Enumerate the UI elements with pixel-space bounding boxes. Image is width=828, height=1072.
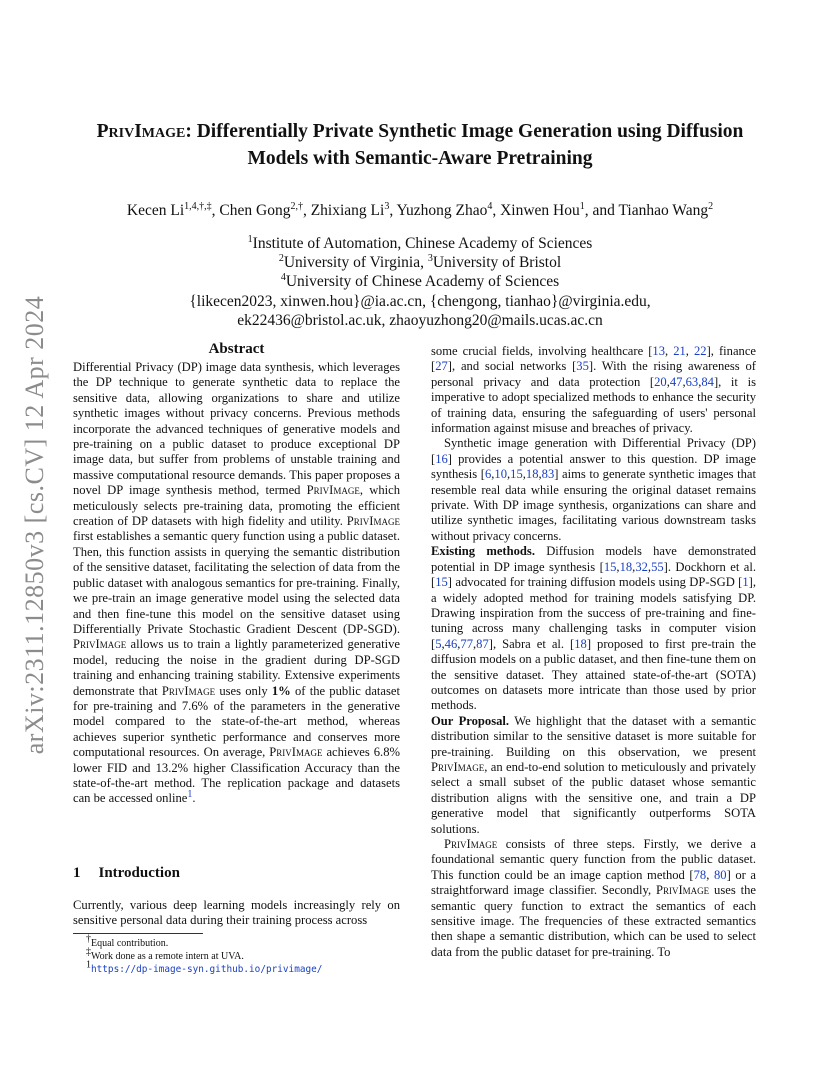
paper-title: PrivImage: Differentially Private Synthetic Image Generation using Diffusion Models with Semantic-Aware Pretraining — [96, 121, 744, 169]
arxiv-identifier: arXiv:2311.12850v3 [cs.CV] 12 Apr 2024 — [20, 295, 49, 755]
footnote-divider — [73, 933, 203, 934]
emails-line-1: {likecen2023, xinwen.hou}@ia.ac.cn, {chengong, tianhao}@virginia.edu, — [189, 293, 651, 310]
abstract-heading: Abstract — [208, 341, 265, 357]
abstract-body: Differential Privacy (DP) image data synthesis, which leverages the DP technique to generate synthetic data to replace the sensitive data, allowing organizations to share and utilize synthetic images without privacy concerns. Previous methods incorporate the advanced techniques of generative models and pre-training on a public dataset to produce exceptional DP image data, but suffer from problems of unstable training and massive computational resource demands. This paper proposes a novel DP image synthesis method, termed PrivImage, which meticulously selects pre-training data, promoting the efficient creation of DP datasets with high fidelity and utility. PrivImage first establishes a semantic query function using a public dataset. Then, this function assists in querying the semantic distribution of the sensitive dataset, facilitating the selection of data from the public dataset with analogous semantics for pre-training. Finally, we pre-train an image generative model using the selected data and then fine-tune this model on the sensitive dataset using Differentially Private Stochastic Gradient Descent (DP-SGD). PrivImage allows us to train a lightly parameterized generative model, reducing the noise in the gradient during DP-SGD training and enhancing training stability. Extensive experiments demonstrate that PrivImage uses only 1% of the public dataset for pre-training and 7.6% of the parameters in the generative model compared to the state-of-the-art method, whereas achieves superior synthetic performance and conserves more computational resources. On average, PrivImage achieves 6.8% lower FID and 13.2% higher Classification Accuracy than the state-of-the-art method. The replication package and datasets can be accessed online$^1$. — [73, 360, 401, 806]
project-url-link[interactable]: https://dp-image-syn.github.io/privimage/ — [91, 964, 323, 975]
section-heading-introduction: 1 Introduction — [73, 865, 180, 881]
emails-line-2: ek22436@bristol.ac.uk, zhaoyuzhong20@mails.ucas.ac.cn — [237, 312, 603, 329]
method-name: PrivImage — [96, 121, 186, 142]
right-column: some crucial fields, involving healthcare [13, 21, 22], finance [27], and social networks [35]. With the rising awareness of personal privacy and data protection [20,47,63,84], it is imperative to adopt specialized methods to enhance the security of training data, ensuring the safeguarding of users' personal information against misuse and breaches of privacy. Synthetic image generation with Differential Privacy (DP) [16] provides a potential answer to this question. DP image synthesis [6,10,15,18,83] aims to generate synthetic images that resemble real data while ensuring the original dataset remains private. With DP image synthesis, organizations can share and utilize synthetic images, facilitating various downstream tasks without privacy concerns. Existing methods. Diffusion models have demonstrated potential in DP image synthesis [15,18,32,55]. Dockhorn et al. [15] advocated for training diffusion models using DP-SGD [1], a widely adopted method for training models satisfying DP. Drawing inspiration from the success of pre-training and fine-tuning across many challenging tasks in computer vision [5,46,77,87], Sabra et al. [18] proposed to first pre-train the diffusion models on a public dataset, and then fine-tune them on the sensitive dataset. They attained state-of-the-art (SOTA) outcomes on datasets more intricate than those used by prior methods. Our Proposal. We highlight that the dataset with a semantic distribution similar to the sensitive dataset is more suitable for pre-training. Building on this observation, we present PrivImage, an end-to-end solution to meticulously and privately select a small subset of the public dataset whose semantic distribution aligns with the sensitive one, and train a DP generative model that significantly outperforms SOTA solutions. PrivImage consists of three steps. Firstly, we derive a foundational semantic query function from the public dataset. This function could be an image caption method [78, 80] or a straightforward image classifier. Secondly, PrivImage uses the semantic query function to extract the semantics of each sensitive image. The frequencies of these extracted semantics then shape a semantic distribution, which can be used to select data from the public dataset for pre-training. To — [431, 344, 757, 959]
footnote-ref[interactable]: 1 — [187, 789, 193, 801]
intro-text: Currently, various deep learning models increasingly rely on sensitive personal data during their training process across — [73, 898, 400, 928]
author-list: Kecen $Li^{1,4,\dagger,\ddagger}$, Chen Gong$^{2,\dagger}$, Zhixiang Li$^3$, Yuzhong Zhao$^4$, Xinwen Hou$^1$, and Tianhao Wang$^2$ — [126, 200, 714, 219]
affiliation-2: $^2$University of Virginia, $^3$University of Bristol — [278, 252, 562, 271]
footnote-2: ‡Work done as a remote intern at UVA. — [86, 946, 244, 962]
footnote-1: †Equal contribution. — [86, 933, 169, 949]
affiliation-3: $^4$University of Chinese Academy of Sciences — [280, 271, 560, 290]
affiliation-1: $^1$Institute of Automation, Chinese Academy of Sciences — [247, 233, 593, 252]
footnote-3: $^1$https://dp-image-syn.github.io/privimage/ — [86, 959, 323, 975]
